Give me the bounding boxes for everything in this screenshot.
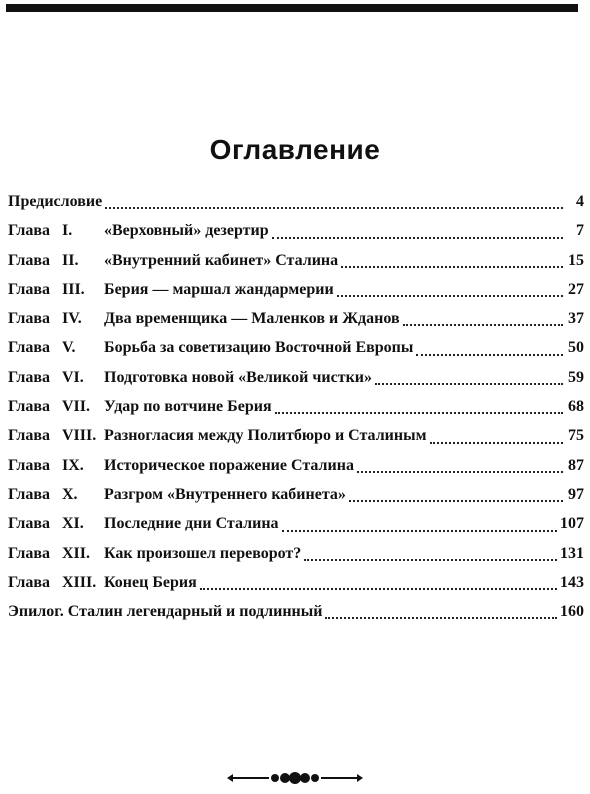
toc-entry-chapter-label: Глава — [8, 544, 50, 562]
toc-entry-chapter-number: X. — [62, 485, 78, 503]
toc-entry-chapter-label: Глава — [8, 485, 50, 503]
toc-entry-chapter-number: VII. — [62, 398, 91, 416]
toc-entry-page: 50 — [568, 339, 584, 357]
toc-entry-chapter-number: VIII. — [62, 427, 97, 445]
toc-entry-chapter-13[interactable] — [8, 568, 584, 597]
dot-leader — [375, 382, 563, 385]
toc-entry-page: 15 — [568, 251, 584, 269]
toc-entry-title: Предисловие — [8, 193, 103, 210]
toc-entry-chapter-label: Глава — [8, 427, 50, 445]
dot-leader — [272, 236, 563, 239]
toc-entry-chapter-label: Глава — [8, 222, 50, 240]
dot-leader — [416, 353, 563, 356]
toc-entry-chapter-label: Глава — [8, 573, 50, 591]
toc-entry-chapter-12[interactable] — [8, 539, 584, 568]
page-title: Оглавление — [209, 134, 381, 165]
toc-entry-epilogue[interactable] — [8, 597, 584, 626]
toc-entry-title: Эпилог. Сталин легендарный и подлинный — [8, 603, 323, 621]
dot-leader — [200, 587, 557, 590]
toc-entry-chapter-label: Глава — [8, 368, 50, 386]
toc-entry-title: Борьба за советизацию Восточной Европы — [104, 339, 414, 357]
toc-entry-title: Разгром «Внутреннего кабинета» — [104, 485, 346, 503]
toc-entry-page: 37 — [568, 310, 584, 328]
toc-entry-title: Берия — маршал жандармерии — [104, 280, 334, 298]
toc-entry-page: 97 — [568, 485, 584, 503]
toc-entry-chapter-7[interactable] — [8, 392, 584, 421]
dot-leader — [430, 441, 564, 444]
toc-entry-title: Конец Берия — [104, 573, 197, 591]
toc-entry-page: 160 — [560, 603, 584, 621]
toc-entry-page: 87 — [568, 456, 584, 474]
toc-entry-chapter-5[interactable] — [8, 333, 584, 362]
toc-entry-page: 131 — [560, 544, 584, 562]
dot-leader — [357, 470, 563, 473]
toc-entry-chapter-9[interactable] — [8, 451, 584, 480]
toc-entry-chapter-10[interactable] — [8, 480, 584, 509]
toc-entry-chapter-1[interactable] — [8, 216, 584, 245]
toc-entry-chapter-number: I. — [62, 222, 73, 240]
dot-leader — [304, 558, 557, 561]
toc-entry-page: 68 — [568, 398, 584, 416]
toc-entry-page: 4 — [576, 193, 584, 210]
toc-entry-chapter-label: Глава — [8, 456, 50, 474]
toc-entry-title: Разногласия между Политбюро и Сталиным — [104, 427, 427, 445]
toc-entry-page: 107 — [560, 515, 584, 533]
toc-entry-chapter-number: IX. — [62, 456, 84, 474]
toc-entry-chapter-number: XI. — [62, 515, 84, 533]
toc-entry-chapter-6[interactable] — [8, 363, 584, 392]
toc-entry-chapter-label: Глава — [8, 251, 50, 269]
toc-entry-chapter-label: Глава — [8, 515, 50, 533]
dot-leader — [349, 499, 563, 502]
dot-leader — [403, 323, 563, 326]
toc-entry-chapter-3[interactable] — [8, 275, 584, 304]
toc-entry-chapter-11[interactable] — [8, 509, 584, 538]
toc-entry-page: 27 — [568, 280, 584, 298]
toc-entry-title: «Верховный» дезертир — [104, 222, 269, 240]
toc-entry-page: 75 — [568, 427, 584, 445]
top-rule — [6, 4, 578, 12]
table-of-contents — [8, 187, 584, 626]
toc-entry-preface[interactable] — [8, 187, 584, 216]
toc-entry-chapter-number: VI. — [62, 368, 84, 386]
toc-entry-chapter-8[interactable] — [8, 421, 584, 450]
toc-entry-title: Последние дни Сталина — [104, 515, 279, 533]
toc-entry-title: Подготовка новой «Великой чистки» — [104, 368, 373, 386]
dot-leader — [325, 616, 557, 619]
toc-entry-page: 143 — [560, 573, 584, 591]
toc-entry-page: 59 — [568, 368, 584, 386]
dot-leader — [337, 294, 563, 297]
dot-leader — [341, 265, 563, 268]
toc-entry-chapter-number: III. — [62, 280, 85, 298]
toc-entry-title: Историческое поражение Сталина — [104, 456, 354, 474]
toc-entry-chapter-number: IV. — [62, 310, 82, 328]
toc-entry-chapter-number: XIII. — [62, 573, 97, 591]
toc-entry-chapter-2[interactable] — [8, 246, 584, 275]
toc-entry-chapter-number: V. — [62, 339, 76, 357]
toc-entry-title: Как произошел переворот? — [104, 544, 302, 562]
toc-entry-chapter-label: Глава — [8, 339, 50, 357]
dot-leader — [282, 529, 557, 532]
toc-entry-title: Два временщика — Маленков и Жданов — [104, 310, 400, 328]
toc-entry-title: «Внутренний кабинет» Сталина — [104, 251, 339, 269]
toc-entry-chapter-label: Глава — [8, 280, 50, 298]
toc-entry-chapter-4[interactable] — [8, 304, 584, 333]
toc-entry-chapter-number: XII. — [62, 544, 91, 562]
dot-leader — [105, 206, 563, 209]
toc-entry-title: Удар по вотчине Берия — [104, 398, 272, 416]
toc-entry-page: 7 — [576, 222, 584, 240]
toc-entry-chapter-number: II. — [62, 251, 79, 269]
dot-leader — [275, 411, 563, 414]
toc-entry-chapter-label: Глава — [8, 310, 50, 328]
toc-entry-chapter-label: Глава — [8, 398, 50, 416]
ornament-icon — [225, 770, 365, 786]
